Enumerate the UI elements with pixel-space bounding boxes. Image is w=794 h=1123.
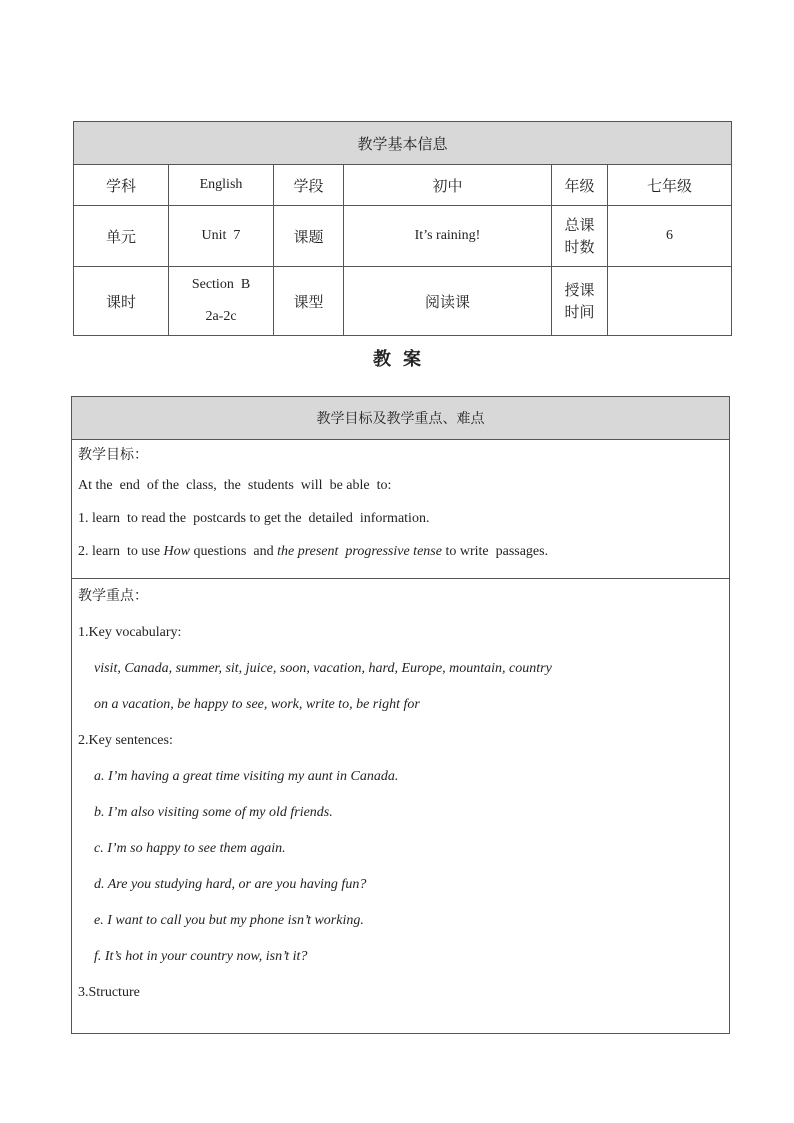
vocab-title: 1.Key vocabulary: [78,625,182,640]
stage-label: 学段 [274,165,344,206]
time-value [608,267,732,336]
unit-label: 单元 [74,206,169,267]
basic-info-table [73,121,732,336]
sentence-f: f. It’s hot in your country now, isn’t it? [94,949,308,964]
goal-2-how: How [163,544,190,559]
time-label-line-2: 时间 [564,303,595,321]
subject-value: English [169,165,274,206]
total-hours-label [552,206,608,267]
vocab-line-2: on a vacation, be happy to see, work, write to, be right for [94,697,420,712]
stage-value: 初中 [344,165,552,206]
goal-2-mid: questions and [189,544,278,559]
unit-value: Unit 7 [169,206,274,267]
structure-title: 3.Structure [78,985,140,1000]
goal-1: 1. learn to read the postcards to get the detailed information. [78,511,430,526]
time-label [552,267,608,336]
key-points-cell [72,579,730,1034]
goals-cell [72,440,730,579]
period-value-line-2: 2a-2c [205,309,237,324]
goal-2-pre: 2. learn to use [78,544,164,559]
objectives-table [71,396,730,1034]
key-points-title: 教学重点： [78,588,148,604]
period-value-line-1: Section B [191,277,251,292]
topic-value: It’s raining! [344,206,552,267]
grade-label: 年级 [552,165,608,206]
goals-title: 教学目标： [78,447,148,463]
sentences-title: 2.Key sentences: [78,733,173,748]
total-hours-label-line-2: 时数 [564,238,595,256]
sentence-a: a. I’m having a great time visiting my aunt in Canada. [94,769,399,784]
goal-2-tense: the present progressive tense [277,544,442,559]
goal-2-post: to write passages. [441,544,549,559]
period-label: 课时 [74,267,169,336]
type-label: 课型 [274,267,344,336]
subject-label: 学科 [74,165,169,206]
period-value [169,267,274,336]
grade-value: 七年级 [608,165,732,206]
sentence-c: c. I’m so happy to see them again. [94,841,286,856]
total-hours-value: 6 [608,206,732,267]
objectives-header: 教学目标及教学重点、难点 [72,397,730,440]
total-hours-label-line-1: 总课 [564,216,595,234]
lesson-plan-heading: 教案 [373,349,433,370]
time-label-line-1: 授课 [564,281,595,299]
vocab-line-1: visit, Canada, summer, sit, juice, soon, vacation, hard, Europe, mountain, country [94,661,552,676]
goal-2 [78,544,723,560]
sentence-e: e. I want to call you but my phone isn’t working. [94,913,364,928]
type-value: 阅读课 [344,267,552,336]
info-table-title: 教学基本信息 [74,122,732,165]
goals-intro: At the end of the class, the students will be able to: [78,478,392,493]
sentence-d: d. Are you studying hard, or are you having fun? [94,877,367,892]
topic-label: 课题 [274,206,344,267]
sentence-b: b. I’m also visiting some of my old friends. [94,805,333,820]
